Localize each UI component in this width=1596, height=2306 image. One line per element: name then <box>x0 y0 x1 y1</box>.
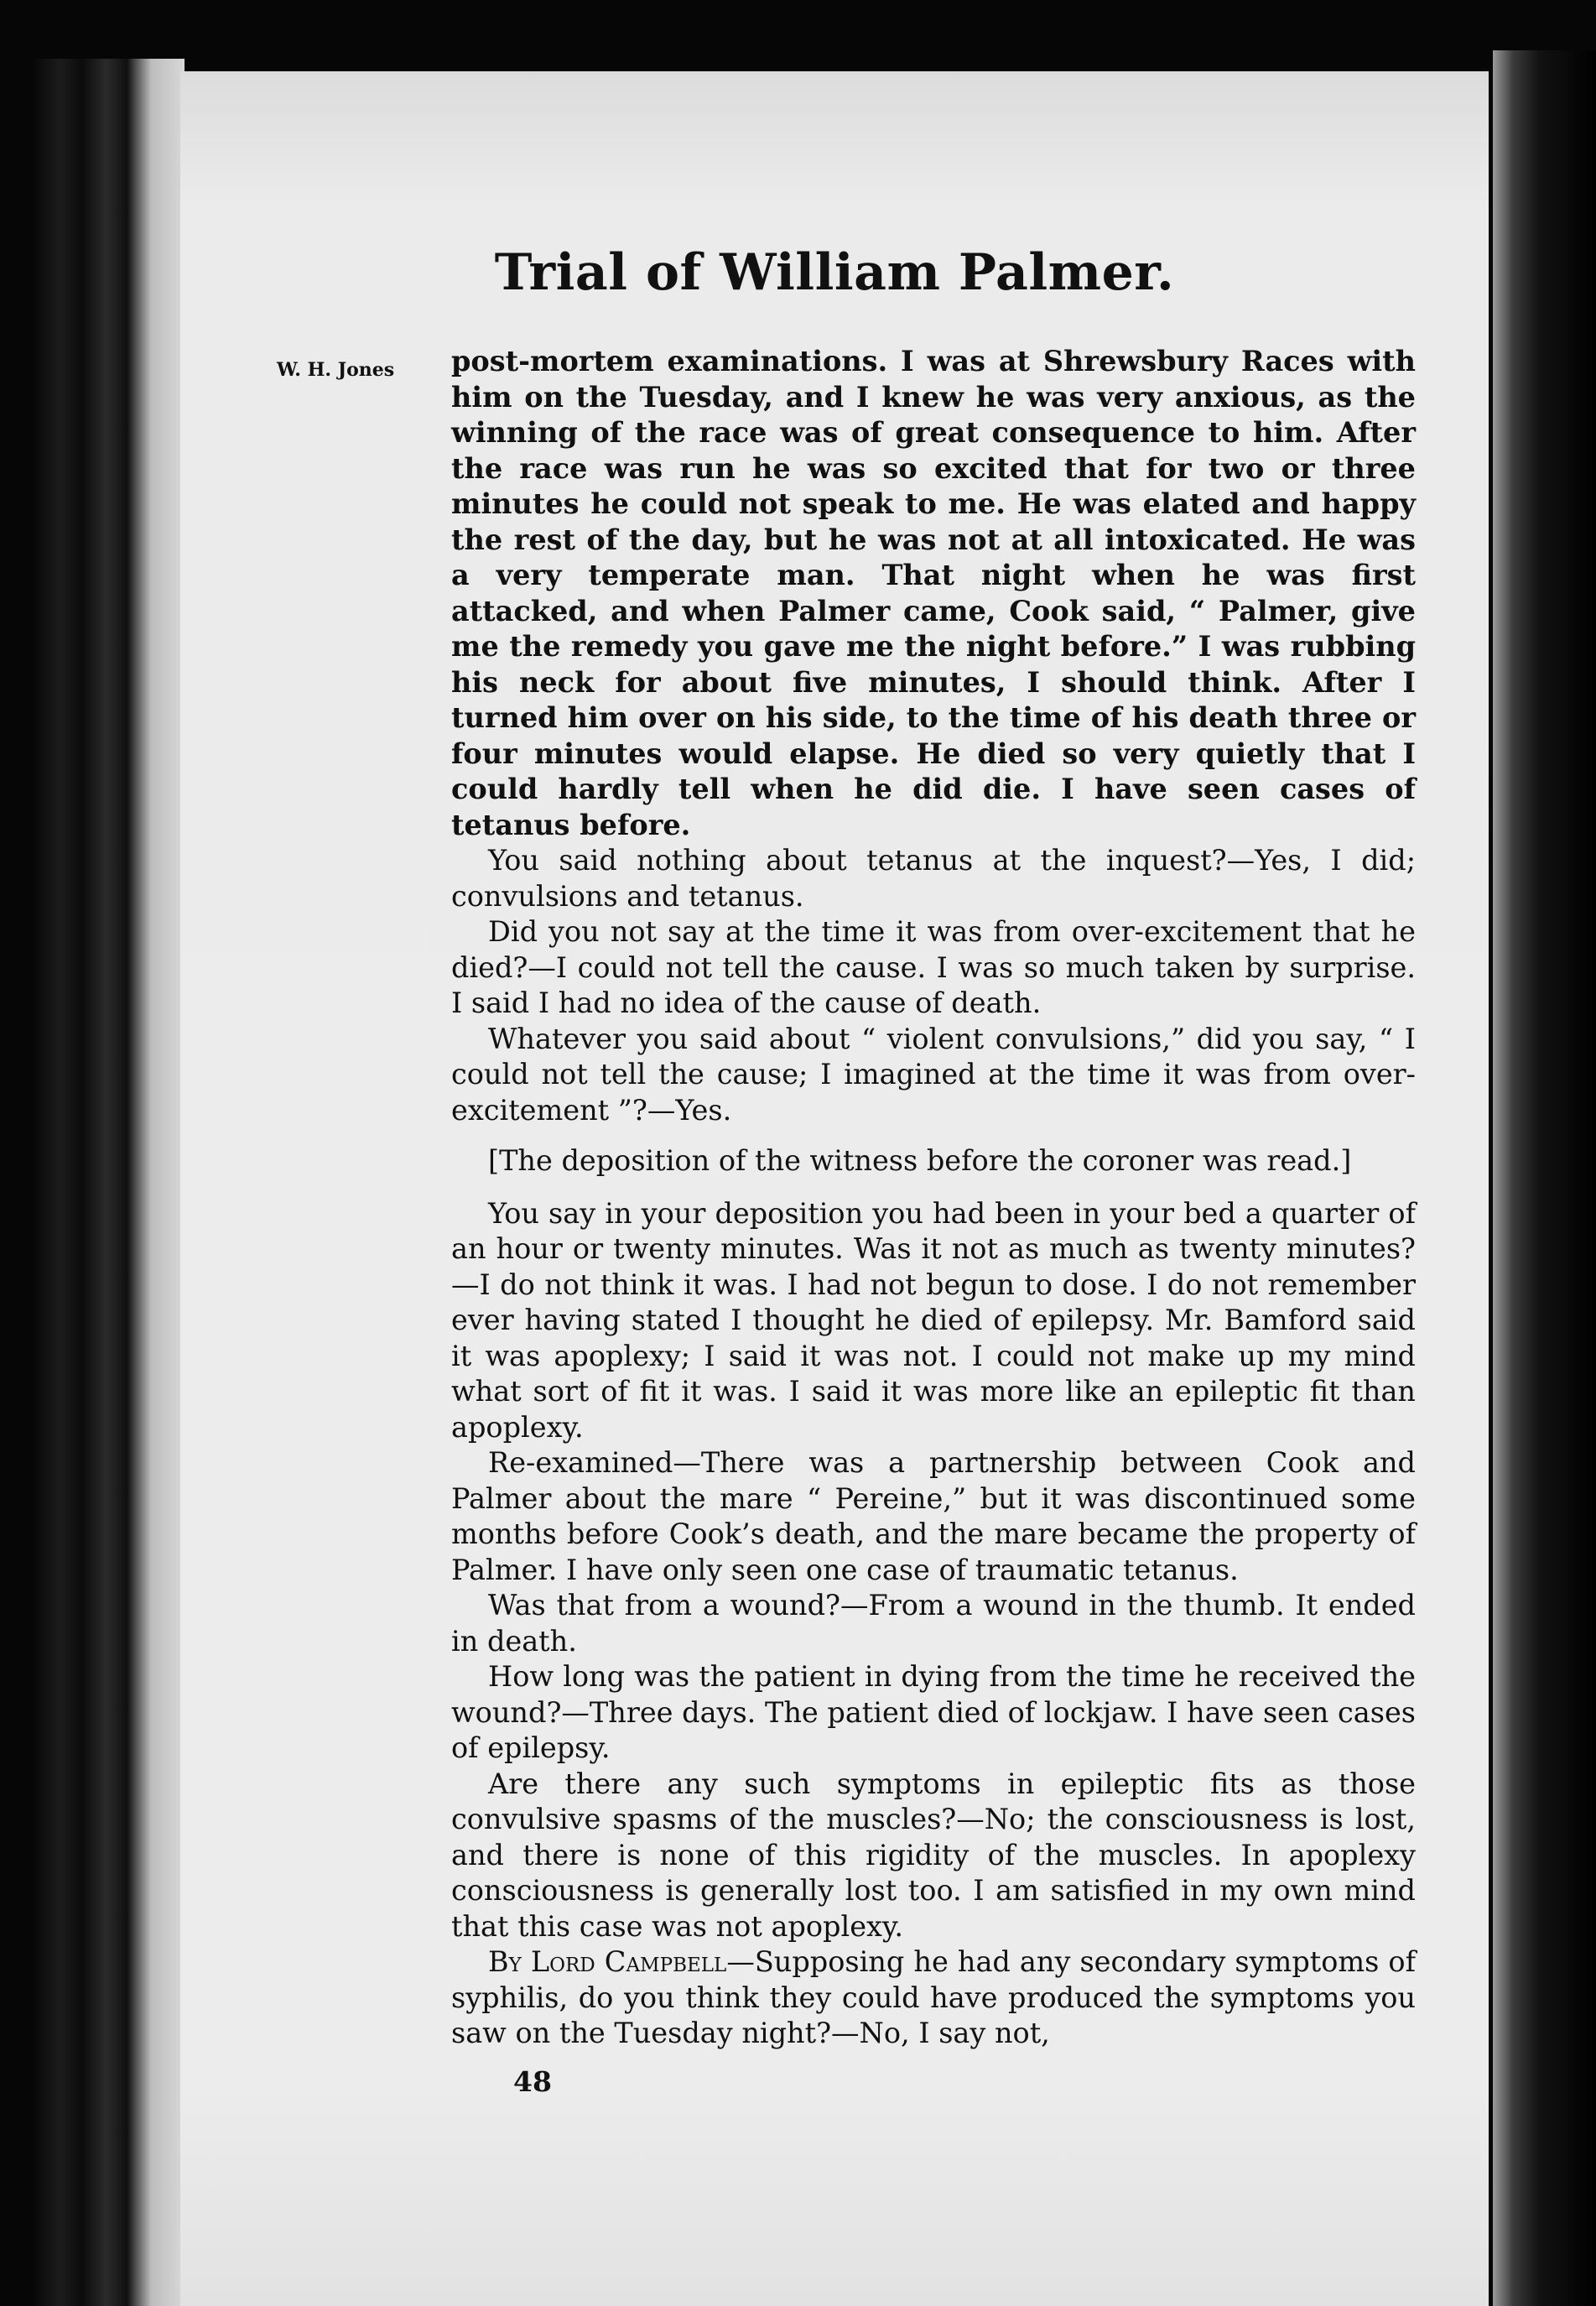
paragraph: Are there any such symptoms in epileptic fits as those convulsive spasms of the muscles?—No; the consciousness is lost, and there is none of this rigidity of the muscles. In apoplexy consciousness is generally lost too. I am satisfied in my own mind that this case was not apoplexy. <box>451 1767 1416 1943</box>
paragraph: You say in your deposition you had been in your bed a quarter of an hour or twenty minutes. Was it not as much as twenty minutes?—I do not think it was. I had not begun to dose. I do not remember ever having stated I thought he died of epilepsy. Mr. Bamford said it was apoplexy; I said it was not. I could not make up my mind what sort of fit it was. I said it was more like an epileptic fit than apoplexy. <box>451 1196 1416 1444</box>
speaker-name: By Lord Campbell <box>488 1945 727 1978</box>
paragraph: Did you not say at the time it was from over-excitement that he died?—I could not tell the cause. I was so much taken by surprise. I said I had no idea of the cause of death. <box>451 915 1416 1019</box>
page-text <box>451 344 1416 2052</box>
running-title: Trial of William Palmer. <box>494 243 1175 302</box>
paragraph: Re-examined—There was a partnership between Cook and Palmer about the mare “ Pereine,” but it was discontinued some months before Cook’s death, and the mare became the property of Palmer. I have only seen one case of traumatic tetanus. <box>451 1446 1416 1586</box>
paragraph <box>451 1944 1416 2052</box>
paragraph-text: —Supposing he had any secondary symptoms of syphilis, do you think they could have produced the symptoms you saw on the Tuesday night?—No, I say not, <box>451 1945 1416 2049</box>
paragraph: Whatever you said about “ violent convulsions,” did you say, “ I could not tell the cause; I imagined at the time it was from over-excitement ”?—Yes. <box>451 1022 1416 1127</box>
page-number: 48 <box>513 2065 552 2098</box>
paragraph-continued: post-mortem examinations. I was at Shrewsbury Races with him on the Tuesday, and I knew he was very anxious, as the winning of the race was of great consequence to him. After the race was run he was so excited that for two or three minutes he could not speak to me. He was elated and happy the rest of the day, but he was not at all intoxicated. He was a very temperate man. That night when he was first attacked, and when Palmer came, Cook said, “ Palmer, give me the remedy you gave me the night before.” I was rubbing his neck for about five minutes, I should think. After I turned him over on his side, to the time of his death three or four minutes would elapse. He died so very quietly that I could hardly tell when he did die. I have seen cases of tetanus before. <box>451 345 1416 841</box>
paragraph: How long was the patient in dying from the time he received the wound?—Three days. The patient died of lockjaw. I have seen cases of epilepsy. <box>451 1660 1416 1764</box>
paragraph: You said nothing about tetanus at the inquest?—Yes, I did; convulsions and tetanus. <box>451 844 1416 913</box>
witness-sidenote: W. H. Jones <box>277 359 395 381</box>
book-page-edge-right <box>1493 50 1596 2306</box>
paragraph: Was that from a wound?—From a wound in the thumb. It ended in death. <box>451 1589 1416 1658</box>
bracketed-note: [The deposition of the witness before the coroner was read.] <box>488 1144 1352 1177</box>
book-binding-edge-left <box>34 59 185 2306</box>
